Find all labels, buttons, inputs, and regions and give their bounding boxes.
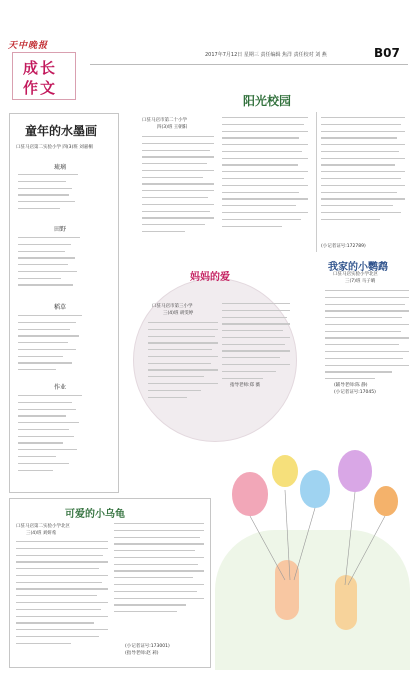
mother-byline-1: 口驻马店市第三小学 bbox=[152, 304, 193, 309]
childhood-article bbox=[9, 113, 119, 493]
turtle-text-2 bbox=[114, 523, 204, 618]
other-code: (小记者证号:172789) bbox=[321, 244, 366, 249]
turtle-byline-1: 口驻马店第二实验小学北区 bbox=[16, 524, 70, 529]
column-title-line1: 成长 bbox=[23, 59, 58, 77]
turtle-text-1 bbox=[16, 541, 108, 650]
childhood-text-3 bbox=[18, 315, 82, 376]
childhood-sub-3: 稻草 bbox=[54, 304, 67, 311]
mother-title: 妈妈的爱 bbox=[190, 272, 230, 283]
childhood-sub-1: 琉璃 bbox=[54, 164, 67, 171]
childhood-text-1 bbox=[18, 174, 78, 215]
parrot-code: (小记者证号:17045) bbox=[334, 390, 376, 395]
turtle-title: 可爱的小乌龟 bbox=[65, 509, 125, 520]
childhood-text-2 bbox=[18, 237, 80, 291]
wisdom-text bbox=[142, 136, 214, 238]
wisdom-byline-1: 口驻马店市第二十小学 bbox=[142, 118, 187, 123]
mother-byline-2: 三(4)班 胡雯婷 bbox=[163, 311, 194, 316]
balloon-yellow bbox=[272, 455, 298, 487]
mother-text-1 bbox=[148, 322, 218, 403]
childhood-byline: 口驻马店第二实验小学 四(3)班 刘嘉桐 bbox=[16, 145, 93, 150]
page-number: B07 bbox=[374, 46, 400, 60]
mother-editor: 指导老师:郑 薇 bbox=[230, 383, 260, 388]
column-badge bbox=[12, 52, 76, 100]
parrot-teacher: (辅导老师:陈 静) bbox=[334, 383, 368, 388]
mother-text-2 bbox=[222, 303, 290, 384]
parrot-byline-1: 口驻马店实验小学北区 bbox=[333, 272, 378, 277]
issue-header: 2017年7月12日 星期三 责任编辑 焦洋 责任校对 刘 燕 bbox=[205, 52, 327, 58]
turtle-code: (小记者证号:173001) bbox=[125, 644, 170, 649]
wisdom-byline-2: 四(3)班 王朝阳 bbox=[157, 125, 188, 130]
section-title: 阳光校园 bbox=[243, 94, 292, 108]
childhood-title: 童年的水墨画 bbox=[25, 124, 98, 138]
parrot-byline-2: 三(7)班 马子晴 bbox=[345, 279, 376, 284]
parrot-title: 我家的小鹦鹉 bbox=[328, 262, 388, 273]
childhood-sub-2: 田野 bbox=[54, 226, 67, 233]
column-title-line2: 作文 bbox=[23, 79, 58, 97]
parrot-text bbox=[325, 290, 409, 385]
right-article-text bbox=[321, 117, 405, 226]
header-rule bbox=[90, 64, 408, 65]
childhood-text-4 bbox=[18, 395, 82, 476]
turtle-article bbox=[9, 498, 211, 668]
turtle-teacher: (指导老师:赵 莉) bbox=[125, 651, 159, 656]
newspaper-logo: 天中晚报 bbox=[8, 41, 49, 51]
divider bbox=[316, 112, 317, 252]
middle-article-text bbox=[222, 117, 308, 232]
turtle-byline-2: 三(4)班 刘妍希 bbox=[26, 531, 57, 536]
balloon-strings bbox=[220, 490, 410, 610]
childhood-sub-4: 作业 bbox=[54, 384, 67, 391]
balloon-purple bbox=[338, 450, 372, 492]
